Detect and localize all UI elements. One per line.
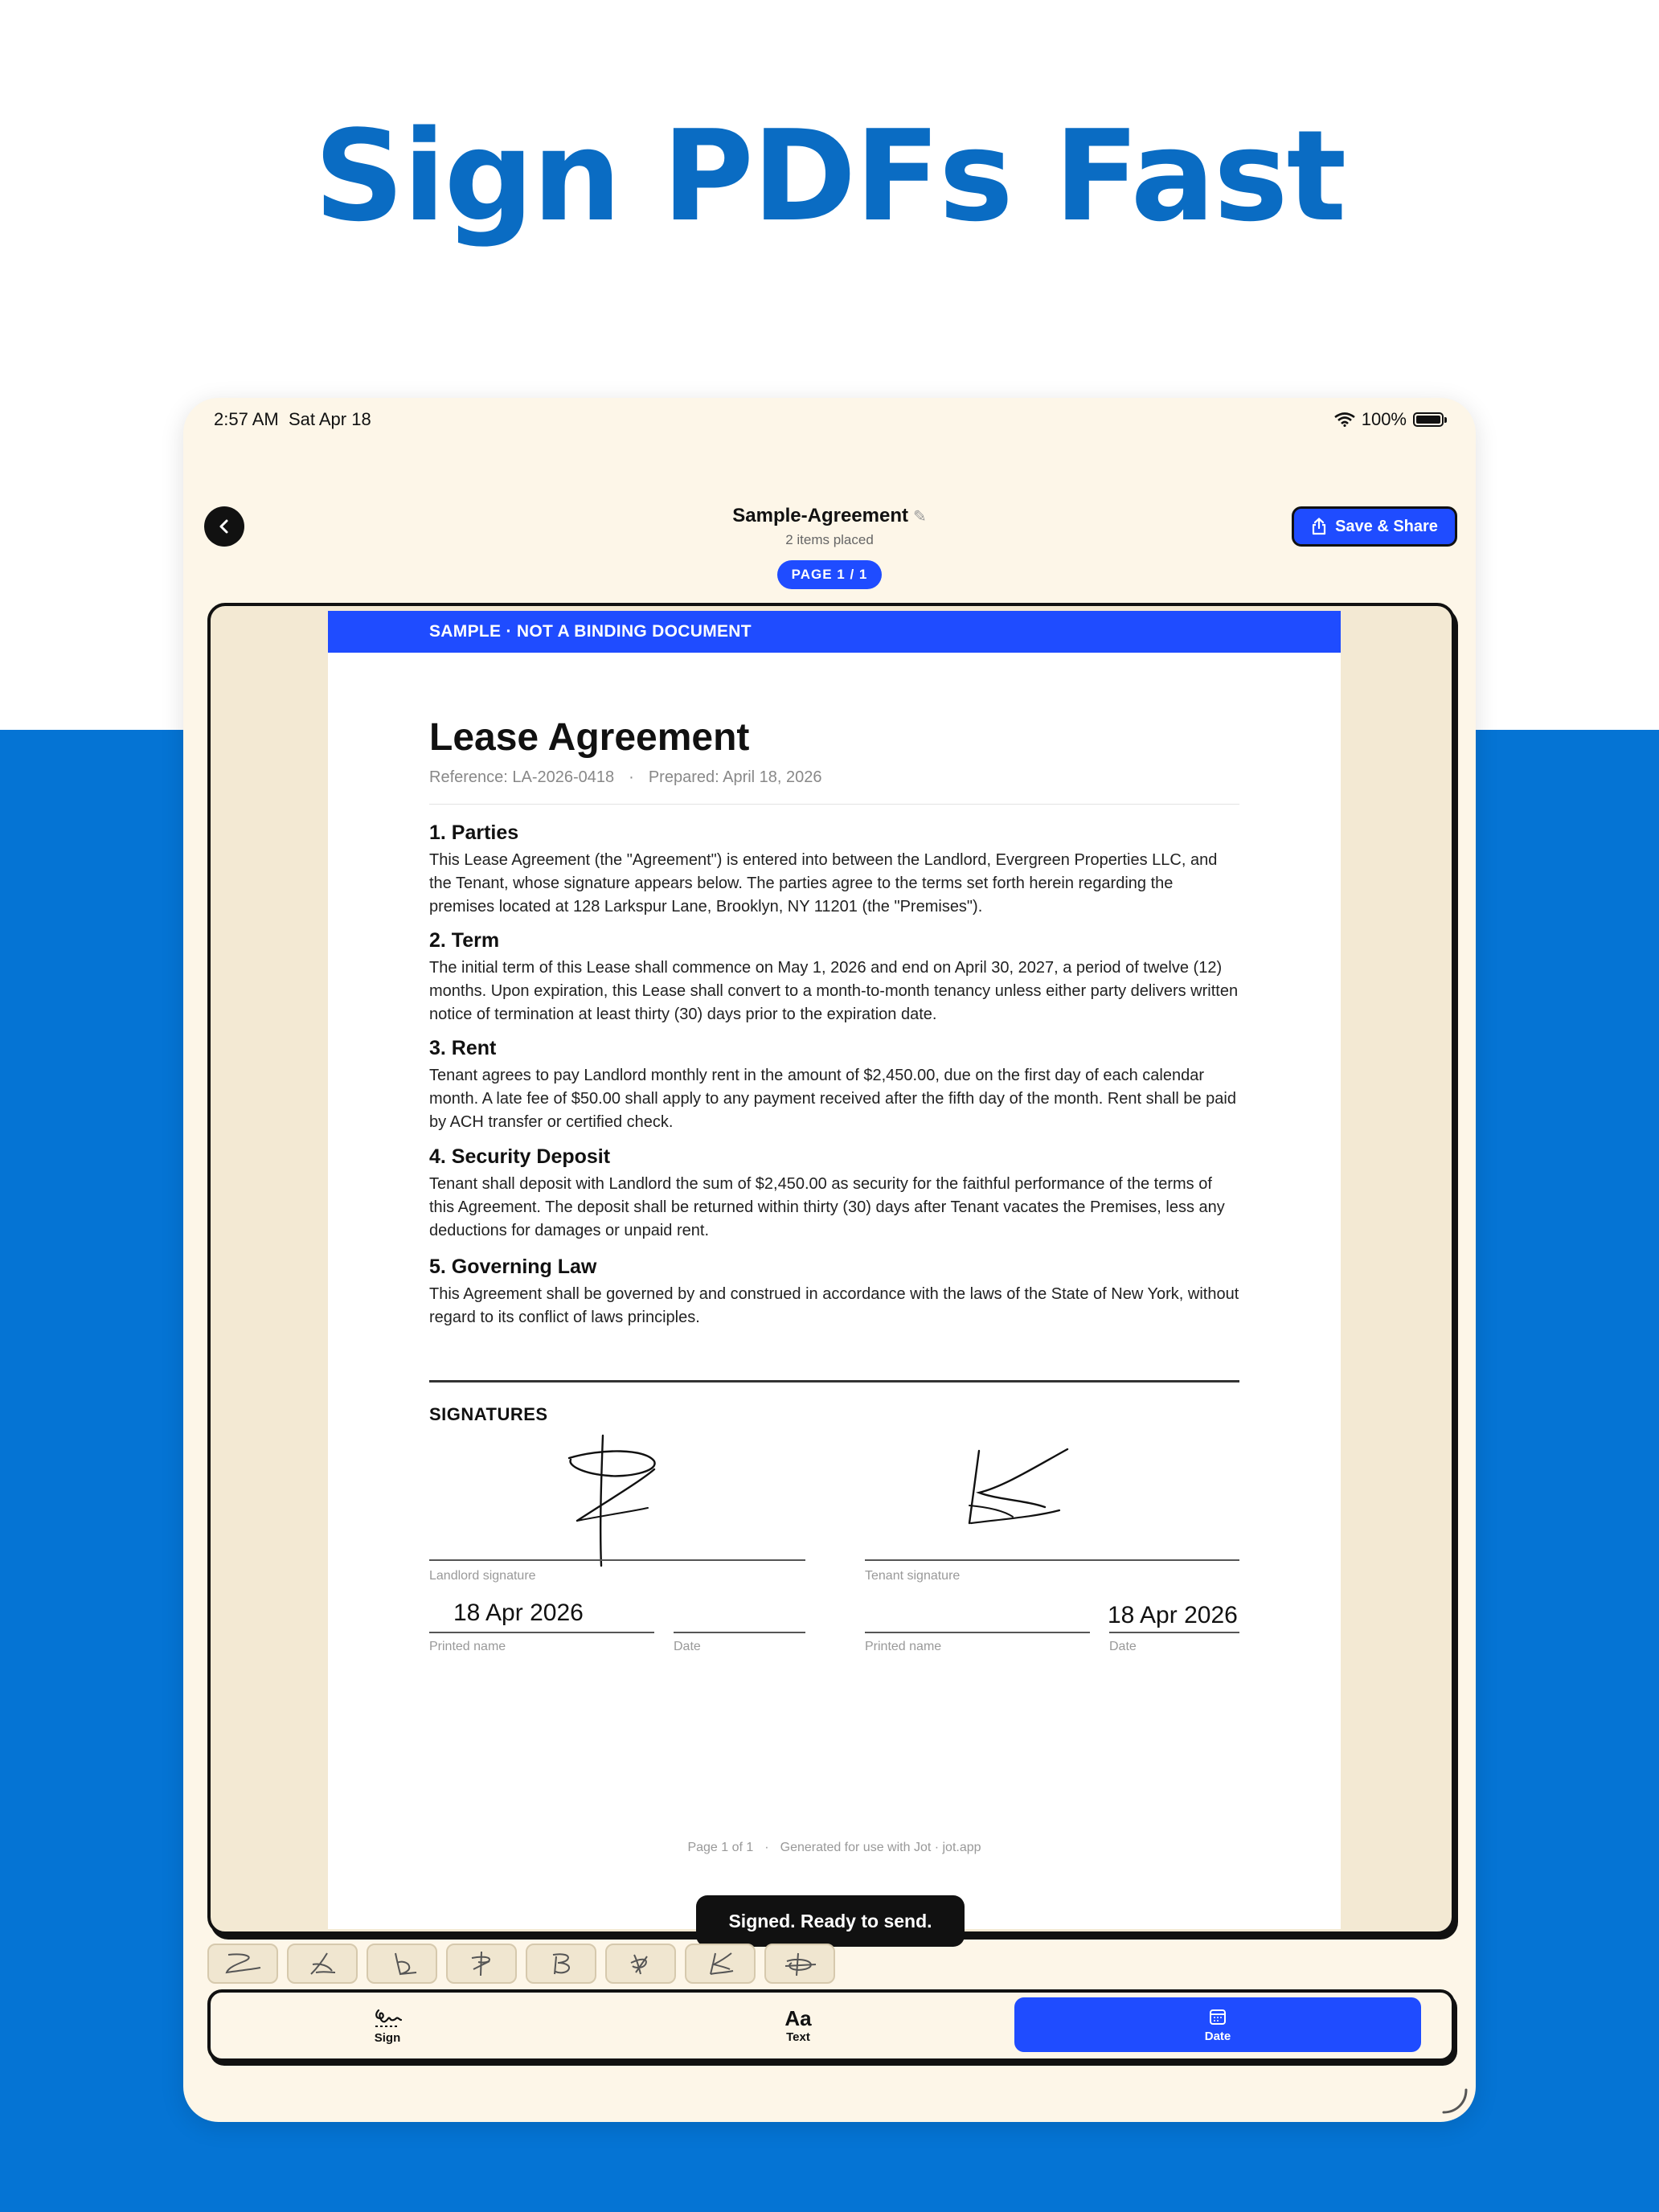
document-heading: Lease Agreement xyxy=(429,716,750,759)
divider xyxy=(429,804,1239,805)
signature-icon xyxy=(539,1950,584,1977)
section-heading: 2. Term xyxy=(429,929,500,952)
document-viewer[interactable] xyxy=(207,603,1455,1935)
wifi-icon xyxy=(1334,412,1355,427)
tablet-frame xyxy=(183,398,1476,2122)
tab-date-label: Date xyxy=(1204,2029,1231,2043)
pencil-icon[interactable]: ✎ xyxy=(912,508,927,526)
calendar-icon xyxy=(1208,2007,1227,2026)
landlord-printed-name-value[interactable]: 18 Apr 2026 xyxy=(453,1600,584,1626)
pdf-page[interactable] xyxy=(328,611,1341,1929)
signature-icon xyxy=(379,1950,424,1977)
signature-icon xyxy=(777,1950,822,1977)
tenant-date-line xyxy=(1109,1632,1239,1633)
battery-percent: 100% xyxy=(1361,409,1407,429)
status-bar-time: 2:57 AM Sat Apr 18 xyxy=(214,409,371,429)
landlord-printed-name-label: Printed name xyxy=(429,1640,506,1653)
page-footer: Page 1 of 1 · Generated for use with Jot · jot.app xyxy=(687,1841,981,1854)
tab-text-label: Text xyxy=(786,2030,810,2044)
signed-toast: Signed. Ready to send. xyxy=(696,1895,965,1947)
section-heading: 5. Governing Law xyxy=(429,1256,597,1278)
document-title[interactable]: Sample-Agreement ✎ xyxy=(732,505,927,526)
saved-signature-thumb[interactable] xyxy=(685,1944,756,1984)
landlord-signature-label: Landlord signature xyxy=(429,1569,536,1583)
tab-sign-label: Sign xyxy=(374,2030,401,2045)
tenant-signature-label: Tenant signature xyxy=(865,1569,961,1583)
section-heading: 4. Security Deposit xyxy=(429,1145,611,1168)
share-icon xyxy=(1311,518,1327,535)
landlord-printed-name-line xyxy=(429,1632,654,1633)
battery-icon xyxy=(1413,412,1444,427)
tenant-date-label: Date xyxy=(1109,1640,1137,1653)
section-body: This Lease Agreement (the "Agreement") is entered into between the Landlord, Evergreen Properties LLC, and the Tenant, whose signature appears below. The parties agree to the terms set forth herein regarding the premises located at 128 Larkspur Lane, Brooklyn, NY 11201 (the "Premises"). xyxy=(429,851,1218,916)
saved-signature-thumb[interactable] xyxy=(207,1944,278,1984)
tab-date[interactable] xyxy=(1014,1997,1421,2052)
status-bar-right xyxy=(1334,409,1444,430)
section-heading: 3. Rent xyxy=(429,1037,497,1059)
signature-icon xyxy=(220,1950,265,1977)
saved-signature-thumb[interactable] xyxy=(446,1944,517,1984)
landlord-signature-line xyxy=(429,1559,805,1561)
tool-tabbar xyxy=(207,1989,1455,2062)
signatures-heading: SIGNATURES xyxy=(429,1404,548,1424)
signature-icon xyxy=(618,1950,663,1977)
landlord-date-line xyxy=(674,1632,805,1633)
tenant-printed-name-line xyxy=(865,1632,1090,1633)
save-share-button[interactable]: Save & Share xyxy=(1292,506,1457,547)
tenant-signature[interactable] xyxy=(955,1443,1083,1539)
tab-sign[interactable] xyxy=(331,1993,444,2058)
saved-signature-thumb[interactable] xyxy=(526,1944,596,1984)
saved-signature-thumb[interactable] xyxy=(605,1944,676,1984)
sample-banner: SAMPLE · NOT A BINDING DOCUMENT xyxy=(328,611,1341,653)
section-heading: 1. Parties xyxy=(429,821,519,844)
landlord-date-label: Date xyxy=(674,1640,701,1653)
section-body: Tenant agrees to pay Landlord monthly rent in the amount of $2,450.00, due on the first day of each calendar month. A late fee of $50.00 shall apply to any payment received after the fifth day of the month. Rent shall be paid by ACH transfer or certified check. xyxy=(429,1067,1236,1131)
saved-signature-thumb[interactable] xyxy=(764,1944,835,1984)
tenant-printed-name-label: Printed name xyxy=(865,1640,942,1653)
items-placed-subtitle: 2 items placed xyxy=(785,532,874,547)
section-body: Tenant shall deposit with Landlord the sum of $2,450.00 as security for the faithful performance of the terms of this Agreement. The deposit shall be returned within thirty (30) days after Tenant vacates the Premises, less any deductions for damages or unpaid rent. xyxy=(429,1175,1225,1239)
signature-pen-icon xyxy=(372,2007,403,2030)
page-indicator: PAGE 1 / 1 xyxy=(777,560,882,589)
signature-icon xyxy=(300,1950,345,1977)
saved-signature-thumb[interactable] xyxy=(287,1944,358,1984)
tenant-signature-line xyxy=(865,1559,1239,1561)
tenant-date-value[interactable]: 18 Apr 2026 xyxy=(1108,1602,1238,1628)
saved-signature-thumb[interactable] xyxy=(367,1944,437,1984)
signature-icon xyxy=(459,1950,504,1977)
resize-corner-icon xyxy=(1440,2087,1469,2116)
document-reference: Reference: LA-2026-0418 · Prepared: April 18, 2026 xyxy=(429,768,822,786)
section-body: The initial term of this Lease shall commence on May 1, 2026 and end on April 30, 2027, a period of twelve (12) months. Upon expiration, this Lease shall convert to a month-to-month tenancy unless either party delivers written notice of termination at least thirty (30) days prior to the expiration date. xyxy=(429,959,1239,1023)
signature-icon xyxy=(698,1950,743,1977)
signatures-divider xyxy=(429,1380,1239,1382)
tab-text[interactable] xyxy=(742,1993,854,2058)
headline: Sign PDFs Fast xyxy=(313,103,1346,249)
text-icon: Aa xyxy=(784,2005,812,2030)
landlord-signature[interactable] xyxy=(553,1431,682,1575)
section-body: This Agreement shall be governed by and construed in accordance with the laws of the State of New York, without regard to its conflict of laws principles. xyxy=(429,1285,1239,1326)
